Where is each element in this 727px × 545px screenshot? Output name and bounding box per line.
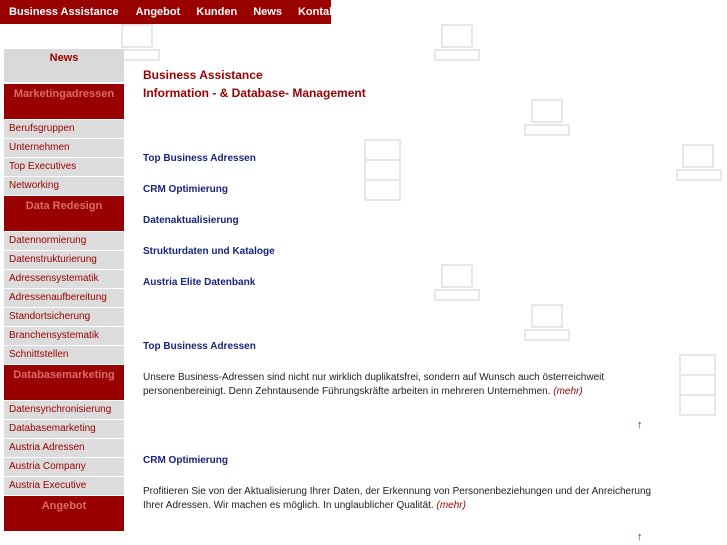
sidebar-item-branchensystematik[interactable]	[4, 327, 124, 346]
nav-angebot[interactable]: Angebot	[135, 6, 181, 18]
sidebar-item-schnittstellen[interactable]	[4, 346, 124, 365]
section-title: Top Business Adressen	[143, 341, 256, 352]
sidebar-item-label: Austria Adressen	[9, 442, 85, 453]
sidebar-item-label: Austria Company	[9, 461, 86, 472]
sidebar-item-label: Schnittstellen	[9, 349, 69, 360]
sidebar-item-berufsgruppen[interactable]	[4, 120, 124, 139]
sidebar-item-datensynchronisierung[interactable]	[4, 401, 124, 420]
sidebar-item-label: Unternehmen	[9, 142, 70, 153]
sidebar-item-label: Berufsgruppen	[9, 123, 75, 134]
sidebar-item-label: Top Executives	[9, 161, 77, 172]
toc-link-top-business-adressen[interactable]: Top Business Adressen	[143, 153, 256, 164]
sidebar-item-top-executives[interactable]	[4, 158, 124, 177]
background-computer-icon	[430, 20, 490, 70]
sidebar-databasemarketing-header[interactable]: Databasemarketing	[4, 365, 124, 401]
section-title: CRM Optimierung	[143, 455, 228, 466]
nav-kunden[interactable]: Kunden	[196, 6, 238, 18]
toc-link-crm-optimierung[interactable]: CRM Optimierung	[143, 184, 228, 195]
background-computer-icon	[520, 95, 580, 145]
sidebar-item-label: Datenstrukturierung	[9, 254, 97, 265]
background-cabinet-icon	[360, 135, 410, 205]
sidebar-item-datenstrukturierung[interactable]	[4, 251, 124, 270]
sidebar-item-label: Datennormierung	[9, 235, 87, 246]
sidebar-news-header[interactable]: News	[4, 49, 124, 84]
sidebar-item-austria-executive[interactable]	[4, 477, 124, 496]
page-subtitle: Information - & Database- Management	[143, 86, 366, 100]
nav-news[interactable]: News	[253, 6, 282, 18]
sidebar-item-unternehmen[interactable]	[4, 139, 124, 158]
section-text	[143, 371, 653, 399]
sidebar	[4, 49, 124, 532]
sidebar-item-label: Standortsicherung	[9, 311, 91, 322]
more-link[interactable]: (mehr)	[436, 500, 466, 511]
sidebar-item-austria-adressen[interactable]	[4, 439, 124, 458]
section-body: Unsere Business-Adressen sind nicht nur wirklich duplikatsfrei, sondern auf Wunsch auch österreichweit personenbereinigt. Denn Zehntausende Führungskräfte arbeiten in mehreren Unternehmen.	[143, 372, 605, 397]
sidebar-item-label: Databasemarketing	[9, 423, 96, 434]
page-title: Business Assistance	[143, 68, 263, 82]
background-cabinet-icon	[675, 350, 725, 420]
sidebar-item-adressenaufbereitung[interactable]	[4, 289, 124, 308]
main-content	[143, 66, 653, 543]
background-computer-icon	[520, 300, 580, 350]
sidebar-item-label: Austria Executive	[9, 480, 87, 491]
sidebar-item-adressensystematik[interactable]	[4, 270, 124, 289]
sidebar-marketingadressen-header[interactable]: Marketingadressen	[4, 84, 124, 120]
nav-kontakt[interactable]: Kontakt	[297, 6, 339, 18]
back-to-top-arrow-icon[interactable]: ↑	[637, 419, 643, 431]
section-text	[143, 485, 653, 513]
back-to-top-arrow-icon[interactable]: ↑	[637, 531, 643, 543]
sidebar-item-datennormierung[interactable]	[4, 232, 124, 251]
sidebar-item-label: Adressensystematik	[9, 273, 99, 284]
sidebar-item-label: Networking	[9, 180, 60, 191]
toc-link-austria-elite-datenbank[interactable]: Austria Elite Datenbank	[143, 277, 256, 288]
table-of-contents	[143, 152, 275, 307]
sidebar-item-label: Datensynchronisierung	[9, 404, 112, 415]
background-computer-icon	[430, 260, 490, 310]
sidebar-item-label: Branchensystematik	[9, 330, 100, 341]
background-computer-icon	[675, 140, 725, 190]
sidebar-item-label: Adressenaufbereitung	[9, 292, 107, 303]
toc-link-strukturdaten[interactable]: Strukturdaten und Kataloge	[143, 246, 275, 257]
sidebar-item-networking[interactable]	[4, 177, 124, 196]
sidebar-item-austria-company[interactable]	[4, 458, 124, 477]
nav-business-assistance[interactable]: Business Assistance	[9, 6, 119, 18]
sidebar-angebot-header[interactable]: Angebot	[4, 496, 124, 532]
toc-link-datenaktualisierung[interactable]: Datenaktualisierung	[143, 215, 239, 226]
more-link[interactable]: (mehr)	[553, 386, 583, 397]
section-body: Profitieren Sie von der Aktualisierung Ihrer Daten, der Erkennung von Personenbeziehungen und der Anreicherung Ihrer Adressen. Wir machen es möglich. In unglaublicher Qualität.	[143, 486, 652, 511]
top-navigation	[0, 0, 339, 24]
sidebar-item-databasemarketing[interactable]	[4, 420, 124, 439]
sidebar-item-standortsicherung[interactable]	[4, 308, 124, 327]
sidebar-data-redesign-header[interactable]: Data Redesign	[4, 196, 124, 232]
